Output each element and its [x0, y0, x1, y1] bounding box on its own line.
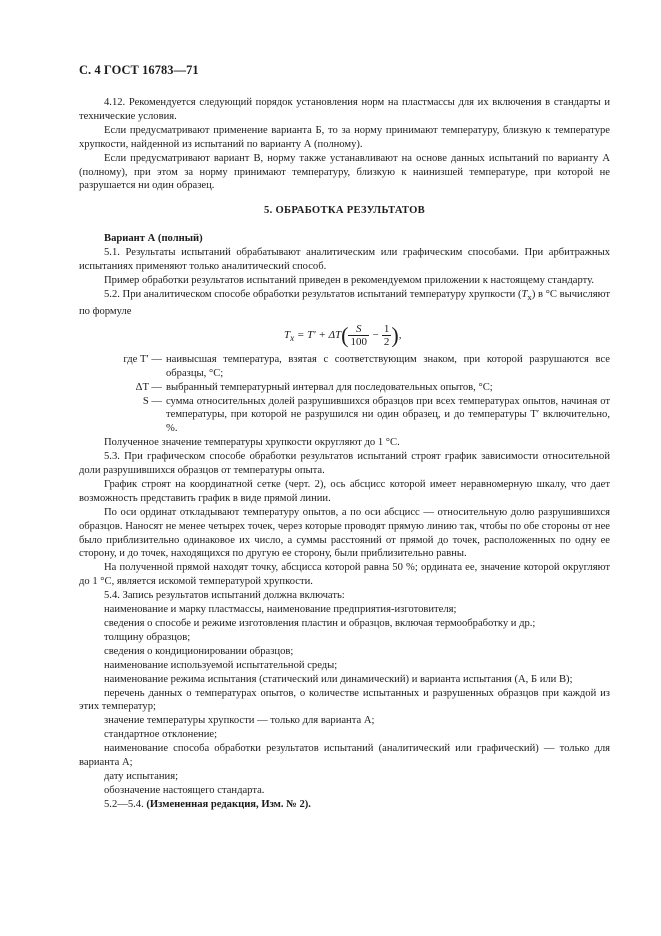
- list-item: дату испытания;: [104, 770, 179, 782]
- variant-heading: Вариант А (полный): [104, 233, 203, 245]
- section-title: 5. ОБРАБОТКА РЕЗУЛЬТАТОВ: [264, 205, 425, 217]
- list-item: сведения о кондиционировании образцов;: [104, 645, 294, 657]
- definition-symbol: ΔT —: [135, 381, 162, 393]
- definition-text: сумма относительных долей разрушившихся образцов при всех температурах опытов, начиная от температуры, при которой не разрушился ни один образец, и до температуры T′ включительно, %.: [166, 395, 610, 435]
- definition-text: наивысшая температура, взятая с соответствующим знаком, при которой разрушаются все образцы, °С;: [166, 353, 610, 379]
- definition-symbol: где T′ —: [123, 353, 162, 365]
- paragraph-5-2: [79, 288, 610, 319]
- formula-expression: [284, 323, 402, 348]
- paragraph-5-2-text-a: 5.2. При аналитическом способе обработки результатов испытаний температуру хрупкости (: [104, 288, 522, 300]
- amendment-text: (Измененная редакция, Изм. № 2).: [146, 798, 311, 810]
- tx-subscript: x: [527, 291, 532, 302]
- formula-lhs: T: [284, 328, 291, 341]
- definition-s: [79, 395, 610, 437]
- list-item: наименование и марку пластмассы, наименование предприятия-изготовителя;: [104, 604, 457, 616]
- fraction-1-2: [382, 323, 392, 348]
- formula-rhs: = T′ + ΔT: [294, 328, 342, 341]
- paragraph-5-4: 5.4. Запись результатов испытаний должна включать:: [104, 590, 345, 602]
- paragraph-5-1-b: Пример обработки результатов испытаний приведен в рекомендуемом приложении к настоящему стандарту.: [104, 274, 594, 286]
- paren-open: (: [341, 322, 349, 348]
- list-item: наименование используемой испытательной среды;: [104, 659, 338, 671]
- paren-close: ): [391, 322, 399, 348]
- document-body: [79, 96, 610, 812]
- formula-minus: −: [368, 328, 382, 341]
- paragraph-5-2-c: Полученное значение температуры хрупкости округляют до 1 °С.: [104, 437, 400, 449]
- paragraph-5-3-d: На полученной прямой находят точку, абсцисса которой равна 50 %; ордината ее, значение которой округляют до 1 °С, является искомой температурой хрупкости.: [79, 562, 610, 588]
- paragraph-4-12: 4.12. Рекомендуется следующий порядок установления норм на пластмассы для их включения в стандарты и технические условия.: [79, 97, 610, 122]
- page-header: С. 4 ГОСТ 16783—71: [79, 63, 199, 77]
- definition-text: выбранный температурный интервал для последовательных опытов, °С;: [166, 381, 493, 393]
- definition-delta-t: [79, 381, 610, 395]
- paragraph-5-3: 5.3. При графическом способе обработки результатов испытаний строят график зависимости относительной доли разрушившихся образцов от температуры опыта.: [79, 451, 610, 477]
- paragraph-5-3-b: График строят на координатной сетке (черт. 2), ось абсцисс которой имеет неравномерную шкалу, что дает возможность представить график в виде прямой линии.: [79, 478, 610, 504]
- formula: [79, 319, 610, 353]
- paragraph-5-2-text-b: ) в °С вычисляют по формуле: [79, 288, 610, 317]
- list-item: наименование режима испытания (статический или динамический) и варианта испытания (А, Б или В);: [104, 673, 573, 685]
- fraction-s-100: [348, 323, 369, 348]
- paragraph-5-1: 5.1. Результаты испытаний обрабатывают аналитическим или графическим способами. При арбитражных испытаниях применяют только аналитический способ.: [79, 247, 610, 273]
- list-item: стандартное отклонение;: [104, 729, 218, 741]
- formula-tail: ,: [398, 328, 402, 341]
- formula-lhs-sub: x: [290, 333, 295, 344]
- list-item: значение температуры хрупкости — только для варианта А;: [104, 715, 375, 727]
- definition-symbol: S —: [142, 395, 162, 407]
- formula-definitions: [79, 353, 610, 436]
- list-item: обозначение настоящего стандарта.: [104, 784, 265, 796]
- list-item: толщину образцов;: [104, 631, 191, 643]
- paragraph-5-3-c: По оси ординат откладывают температуру опытов, а по оси абсцисс — относительную долю разрушившихся образцов. Наносят не менее четырех точек, через которые проводят прямую линию так, чтобы по обе стороны от нее было приблизительно одинаковое их число, а суммы расстояний от прямой до точек, расположенных по одну ее сторону, и до точек, находящихся по другую ее сторону, были приблизительно равны.: [79, 506, 610, 560]
- paragraph-4-12-c: Если предусматривают вариант В, норму также устанавливают на основе данных испытаний по варианту А (полному), при этом за норму принимают температуру, близкую к наинизшей температуре, при которой не разрушается ни один образец.: [79, 152, 610, 192]
- tx-symbol: T: [521, 288, 528, 300]
- list-item: наименование способа обработки результатов испытаний (аналитический или графический) — только для варианта А;: [79, 743, 610, 769]
- definition-t-prime: [79, 353, 610, 381]
- fraction-denominator: 100: [350, 335, 367, 348]
- paragraph-4-12-b: Если предусматривают применение варианта Б, то за норму принимают температуру, близкую к температуре хрупкости, найденной из испытаний по варианту А (полному).: [79, 124, 610, 150]
- amendment-clauses: 5.2—5.4.: [104, 798, 144, 810]
- fraction-numerator: 1: [383, 322, 390, 335]
- list-item: перечень данных о температурах опытов, о количестве испытанных и разрушенных образцов при каждой из этих температур;: [79, 687, 610, 713]
- fraction-numerator: S: [348, 323, 369, 336]
- fraction-denominator: 2: [383, 335, 390, 348]
- list-item: сведения о способе и режиме изготовления пластин и образцов, включая термообработку и др.;: [104, 618, 536, 630]
- amendment-note: [79, 798, 610, 812]
